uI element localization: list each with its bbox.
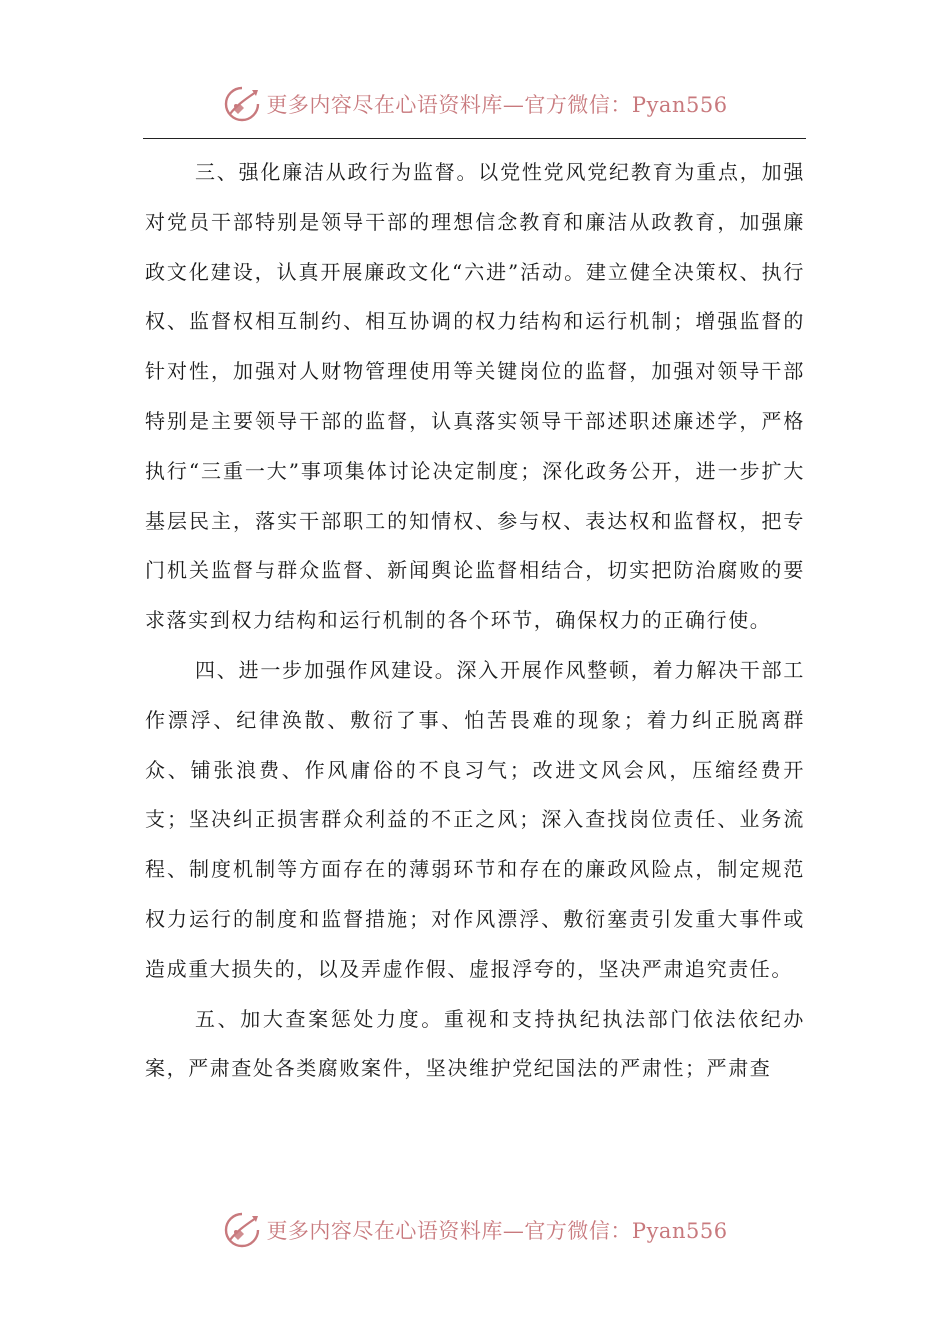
pen-nib-seal-icon: [222, 1210, 262, 1250]
footer-banner-text: 更多内容尽在心语资料库—官方微信：Pyan556: [266, 1219, 728, 1243]
footer-banner: [0, 1208, 950, 1252]
paragraph-3: 三、强化廉洁从政行为监督。以党性党风党纪教育为重点，加强对党员干部特别是领导干部的理想信念教育和廉洁从政教育，加强廉政文化建设，认真开展廉政文化“六进”活动。建立健全决策权、执行权、监督权相互制约、相互协调的权力结构和运行机制；增强监督的针对性，加强对人财物管理使用等关键岗位的监督，加强对领导干部特别是主要领导干部的监督，认真落实领导干部述职述廉述学，严格执行“三重一大”事项集体讨论决定制度；深化政务公开，进一步扩大基层民主，落实干部职工的知情权、参与权、表达权和监督权，把专门机关监督与群众监督、新闻舆论监督相结合，切实把防治腐败的要求落实到权力结构和运行机制的各个环节，确保权力的正确行使。: [145, 160, 805, 633]
header-divider: [143, 138, 806, 139]
header-banner-text: 更多内容尽在心语资料库—官方微信：Pyan556: [266, 93, 728, 117]
footer-banner-inner: [222, 1210, 727, 1250]
pen-nib-seal-icon: [222, 84, 262, 124]
paragraph-4: 四、进一步加强作风建设。深入开展作风整顿，着力解决干部工作漂浮、纪律涣散、敷衍了事、怕苦畏难的现象；着力纠正脱离群众、铺张浪费、作风庸俗的不良习气；改进文风会风，压缩经费开支；坚决纠正损害群众利益的不正之风；深入查找岗位责任、业务流程、制度机制等方面存在的薄弱环节和存在的廉政风险点，制定规范权力运行的制度和监督措施；对作风漂浮、敷衍塞责引发重大事件或造成重大损失的，以及弄虚作假、虚报浮夸的，坚决严肃追究责任。: [145, 657, 805, 981]
document-body: [145, 148, 805, 1094]
header-banner-inner: [222, 84, 727, 124]
paragraph-5: 五、加大查案惩处力度。重视和支持执纪执法部门依法依纪办案，严肃查处各类腐败案件，坚决维护党纪国法的严肃性；严肃查: [145, 1006, 805, 1081]
header-banner: [0, 82, 950, 126]
